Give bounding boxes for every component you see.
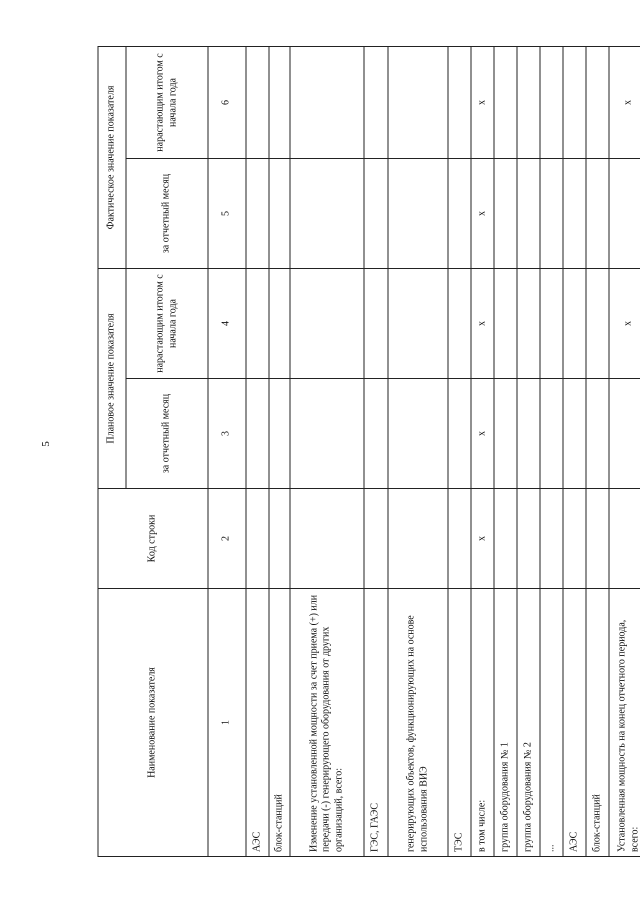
row-fact-month-cell bbox=[517, 158, 540, 268]
row-plan-cumulative-cell bbox=[563, 268, 586, 378]
table-row bbox=[269, 46, 290, 856]
row-plan-cumulative-cell bbox=[290, 268, 364, 378]
row-fact-month-cell bbox=[586, 158, 609, 268]
row-fact-month-cell bbox=[246, 158, 269, 268]
row-fact-month-cell bbox=[563, 158, 586, 268]
table-row bbox=[494, 46, 517, 856]
row-plan-cumulative-cell: x bbox=[471, 268, 494, 378]
row-code-cell bbox=[517, 489, 540, 589]
row-plan-month-cell bbox=[494, 379, 517, 489]
row-fact-cumulative-cell bbox=[494, 46, 517, 158]
table-row bbox=[517, 46, 540, 856]
row-fact-cumulative-cell bbox=[290, 46, 364, 158]
row-plan-month-cell bbox=[364, 379, 388, 489]
row-plan-cumulative-cell bbox=[448, 268, 471, 378]
row-fact-month-cell bbox=[540, 158, 563, 268]
row-plan-month-cell bbox=[448, 379, 471, 489]
header-fact-month: за отчетный месяц bbox=[126, 158, 208, 268]
header-plan-cumulative: нарастающим итогом с начала года bbox=[126, 268, 208, 378]
table-row bbox=[563, 46, 586, 856]
row-fact-cumulative-cell: x bbox=[609, 46, 640, 158]
row-name-cell: группа оборудования № 1 bbox=[494, 589, 517, 857]
row-code-cell bbox=[609, 489, 640, 589]
row-name-cell: АЭС bbox=[246, 589, 269, 857]
row-plan-cumulative-cell: x bbox=[609, 268, 640, 378]
row-fact-month-cell bbox=[448, 158, 471, 268]
header-plan: Плановое значение показателя bbox=[98, 268, 126, 488]
row-name-cell: группа оборудования № 2 bbox=[517, 589, 540, 857]
row-code-cell bbox=[388, 489, 448, 589]
table-row bbox=[586, 46, 609, 856]
row-fact-cumulative-cell bbox=[586, 46, 609, 158]
row-name-cell: Установленная мощность на конец отчетного периода, всего: bbox=[609, 589, 640, 857]
row-code-cell: x bbox=[471, 489, 494, 589]
row-code-cell bbox=[246, 489, 269, 589]
colnum-2: 2 bbox=[208, 489, 246, 589]
row-name-cell: ТЭС bbox=[448, 589, 471, 857]
row-fact-month-cell bbox=[388, 158, 448, 268]
header-fact: Фактическое значение показателя bbox=[98, 46, 126, 268]
row-plan-month-cell bbox=[540, 379, 563, 489]
row-name-cell: генерирующих объектов, функционирующих на основе использования ВИЭ bbox=[388, 589, 448, 857]
row-fact-cumulative-cell bbox=[448, 46, 471, 158]
row-plan-cumulative-cell bbox=[364, 268, 388, 378]
row-plan-cumulative-cell bbox=[269, 268, 290, 378]
row-code-cell bbox=[563, 489, 586, 589]
row-name-cell: Изменение установленной мощности за счет приема (+) или передачи (-) генерирующего оборудования от других организаций, всего: bbox=[290, 589, 364, 857]
row-plan-cumulative-cell bbox=[494, 268, 517, 378]
row-code-cell bbox=[540, 489, 563, 589]
row-plan-month-cell bbox=[388, 379, 448, 489]
row-fact-month-cell bbox=[609, 158, 640, 268]
table-row bbox=[364, 46, 388, 856]
colnum-6: 6 bbox=[208, 46, 246, 158]
row-plan-cumulative-cell bbox=[246, 268, 269, 378]
colnum-1: 1 bbox=[208, 589, 246, 857]
table-row bbox=[471, 46, 494, 856]
row-name-cell: блок-станций bbox=[269, 589, 290, 857]
colnum-5: 5 bbox=[208, 158, 246, 268]
row-fact-month-cell: x bbox=[471, 158, 494, 268]
row-plan-month-cell bbox=[563, 379, 586, 489]
rotated-table-wrapper bbox=[98, 47, 640, 857]
row-fact-cumulative-cell bbox=[517, 46, 540, 158]
row-name-cell: АЭС bbox=[563, 589, 586, 857]
row-fact-cumulative-cell bbox=[269, 46, 290, 158]
row-plan-month-cell bbox=[269, 379, 290, 489]
row-plan-cumulative-cell bbox=[586, 268, 609, 378]
page-number: 5 bbox=[40, 441, 52, 447]
row-plan-cumulative-cell bbox=[517, 268, 540, 378]
header-name: Наименование показателя bbox=[98, 589, 208, 857]
row-fact-cumulative-cell bbox=[388, 46, 448, 158]
row-code-cell bbox=[269, 489, 290, 589]
row-plan-month-cell bbox=[586, 379, 609, 489]
colnum-3: 3 bbox=[208, 379, 246, 489]
colnum-4: 4 bbox=[208, 268, 246, 378]
row-plan-month-cell: x bbox=[471, 379, 494, 489]
row-name-cell: ГЭС, ГАЭС bbox=[364, 589, 388, 857]
row-code-cell bbox=[494, 489, 517, 589]
table-row bbox=[609, 46, 640, 856]
row-fact-cumulative-cell bbox=[246, 46, 269, 158]
row-plan-cumulative-cell bbox=[388, 268, 448, 378]
table-row bbox=[388, 46, 448, 856]
header-code: Код строки bbox=[98, 489, 208, 589]
row-code-cell bbox=[290, 489, 364, 589]
row-name-cell: ... bbox=[540, 589, 563, 857]
row-code-cell bbox=[586, 489, 609, 589]
row-plan-month-cell bbox=[290, 379, 364, 489]
row-code-cell bbox=[448, 489, 471, 589]
indicator-table bbox=[98, 46, 640, 857]
header-fact-cumulative: нарастающим итогом с начала года bbox=[126, 46, 208, 158]
table-row bbox=[448, 46, 471, 856]
row-fact-cumulative-cell bbox=[540, 46, 563, 158]
row-plan-month-cell bbox=[246, 379, 269, 489]
table-row bbox=[290, 46, 364, 856]
row-plan-cumulative-cell bbox=[540, 268, 563, 378]
table-row bbox=[246, 46, 269, 856]
header-plan-month: за отчетный месяц bbox=[126, 379, 208, 489]
row-plan-month-cell bbox=[517, 379, 540, 489]
row-fact-cumulative-cell: x bbox=[471, 46, 494, 158]
row-plan-month-cell bbox=[609, 379, 640, 489]
row-fact-month-cell bbox=[290, 158, 364, 268]
row-fact-month-cell bbox=[364, 158, 388, 268]
row-fact-month-cell bbox=[269, 158, 290, 268]
row-name-cell: блок-станций bbox=[586, 589, 609, 857]
row-fact-cumulative-cell bbox=[364, 46, 388, 158]
row-name-cell: в том числе: bbox=[471, 589, 494, 857]
row-code-cell bbox=[364, 489, 388, 589]
table-row bbox=[540, 46, 563, 856]
row-fact-month-cell bbox=[494, 158, 517, 268]
row-fact-cumulative-cell bbox=[563, 46, 586, 158]
